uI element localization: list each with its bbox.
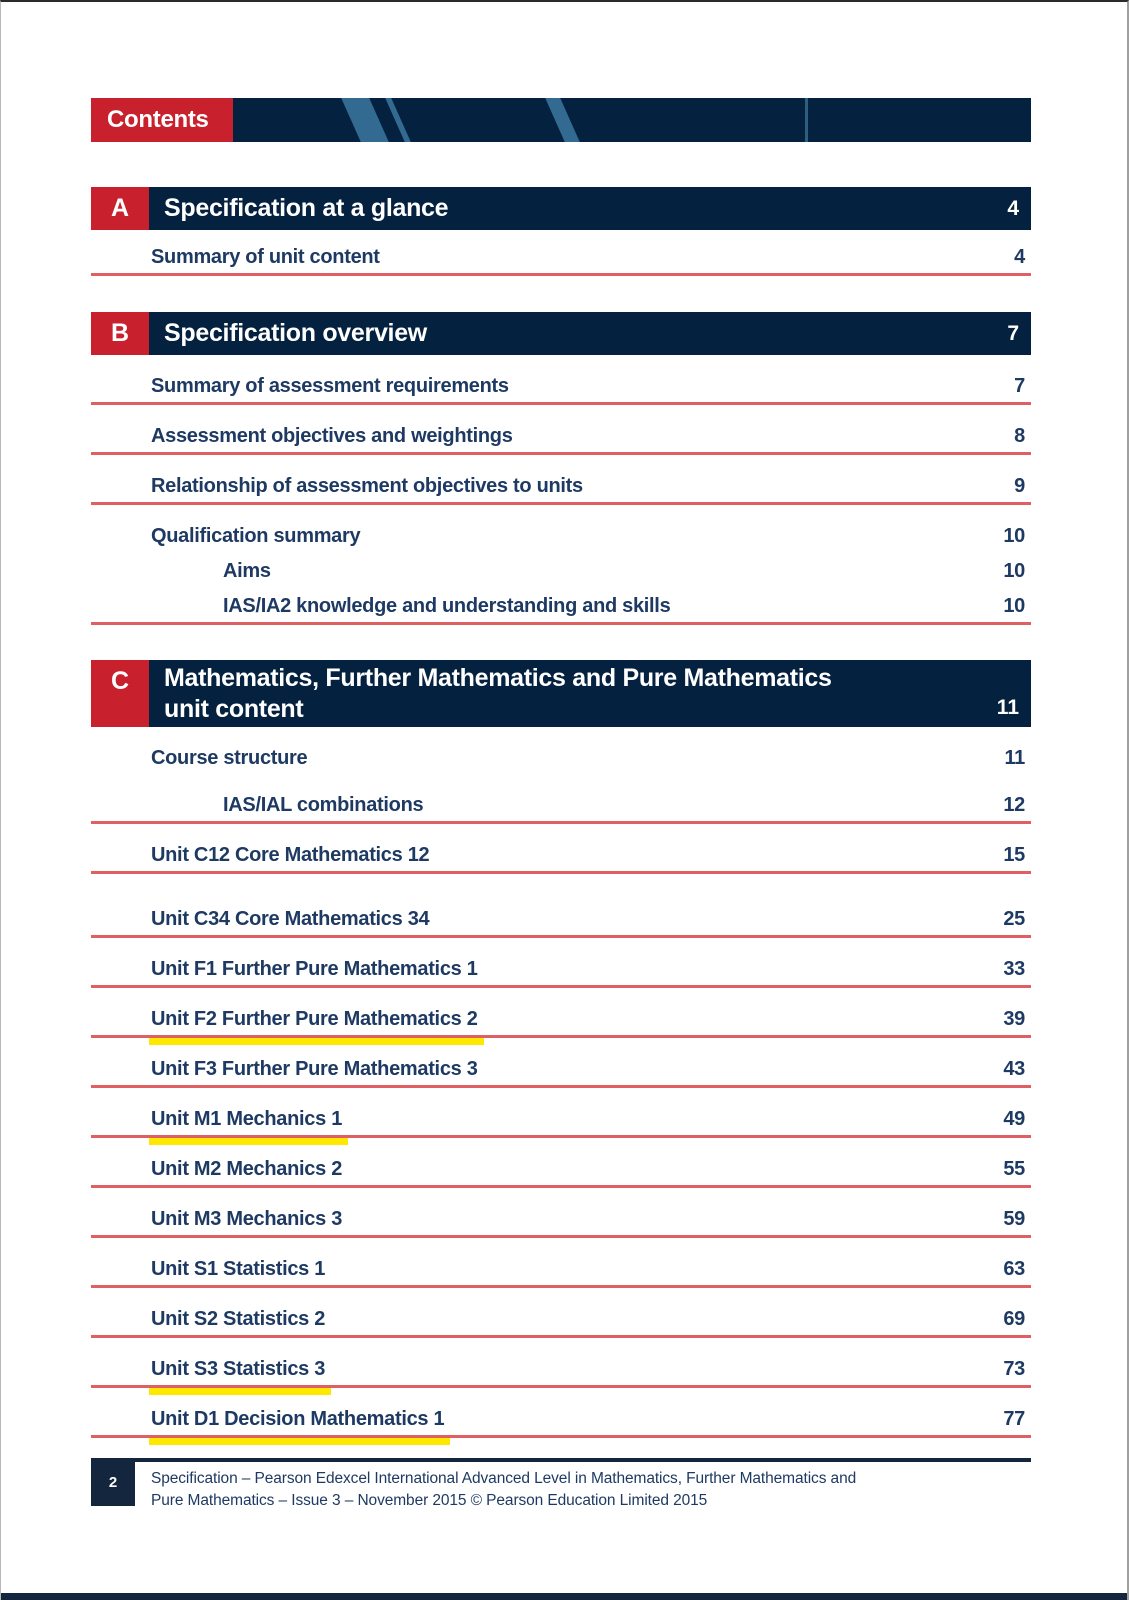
section-title: Mathematics, Further Mathematics and Pure Mathematics <box>164 664 832 692</box>
toc-row-page: 12 <box>1003 794 1025 816</box>
toc-row-label: Unit F1 Further Pure Mathematics 1 <box>151 958 478 980</box>
section-header-bar <box>149 187 1031 230</box>
diagonal-stripe-decoration <box>543 98 583 142</box>
toc-row-label: Unit F2 Further Pure Mathematics 2 <box>151 1008 478 1030</box>
toc-row[interactable] <box>91 938 1031 988</box>
toc-row-label: Unit S2 Statistics 2 <box>151 1308 326 1330</box>
toc-row-label: Summary of unit content <box>151 246 380 268</box>
footer-rule <box>91 1458 1031 1462</box>
section-header[interactable] <box>91 660 1031 727</box>
toc-row[interactable] <box>91 455 1031 505</box>
toc-row-page: 55 <box>1003 1158 1025 1180</box>
section-letter-badge: C <box>91 660 149 727</box>
footer-text-line2: Pure Mathematics – Issue 3 – November 2015 © Pearson Education Limited 2015 <box>151 1492 708 1509</box>
vertical-line-decoration <box>805 98 808 142</box>
toc-row-page: 15 <box>1003 844 1025 866</box>
toc-row-label: IAS/IAL combinations <box>223 794 424 816</box>
toc-row[interactable] <box>91 1238 1031 1288</box>
diagonal-stripe-decoration <box>339 98 392 142</box>
toc-row-page: 49 <box>1003 1108 1025 1130</box>
toc-row[interactable] <box>91 1188 1031 1238</box>
toc-row[interactable] <box>91 988 1031 1038</box>
section-title: Specification overview <box>164 319 427 347</box>
diagonal-stripe-decoration <box>383 98 414 142</box>
section-letter-badge: B <box>91 312 149 355</box>
toc-row[interactable] <box>91 1338 1031 1388</box>
footer-text-line1: Specification – Pearson Edexcel International Advanced Level in Mathematics, Further Mathematics and <box>151 1470 857 1487</box>
toc-row[interactable] <box>91 355 1031 405</box>
section-c <box>91 660 1031 1438</box>
toc-row-page: 33 <box>1003 958 1025 980</box>
toc-row[interactable] <box>91 505 1031 555</box>
toc-row[interactable] <box>91 1088 1031 1138</box>
toc-rows <box>91 727 1031 1438</box>
section-title-line2: unit content <box>164 695 304 723</box>
toc-rows <box>91 355 1031 625</box>
section-a <box>91 187 1031 276</box>
highlight-underline <box>149 1438 450 1445</box>
toc-row[interactable] <box>91 1138 1031 1188</box>
toc-row[interactable] <box>91 1388 1031 1438</box>
toc-row[interactable] <box>91 824 1031 874</box>
toc-row[interactable] <box>91 727 1031 777</box>
page-bottom-edge <box>1 1593 1127 1600</box>
footer-text <box>151 1468 1011 1512</box>
section-title: Specification at a glance <box>164 194 449 222</box>
toc-row-page: 73 <box>1003 1358 1025 1380</box>
contents-label: Contents <box>91 98 233 142</box>
toc-row-label: Assessment objectives and weightings <box>151 425 513 447</box>
toc-row-page: 77 <box>1003 1408 1025 1430</box>
section-header-bar <box>149 312 1031 355</box>
toc-row-page: 4 <box>1014 246 1025 268</box>
toc-row-label: Summary of assessment requirements <box>151 375 509 397</box>
toc-rows <box>91 230 1031 276</box>
toc-row-label: Unit D1 Decision Mathematics 1 <box>151 1408 445 1430</box>
toc-row-page: 9 <box>1014 475 1025 497</box>
toc-row[interactable] <box>91 230 1031 276</box>
section-page-number: 4 <box>1007 196 1019 220</box>
toc-row-label: Aims <box>223 560 271 582</box>
section-header[interactable] <box>91 187 1031 230</box>
page-number-badge: 2 <box>91 1458 135 1506</box>
toc-row-page: 63 <box>1003 1258 1025 1280</box>
toc-row-page: 10 <box>1003 595 1025 617</box>
toc-row[interactable] <box>91 1038 1031 1088</box>
toc-row[interactable] <box>91 555 1031 590</box>
toc-row-label: Unit C12 Core Mathematics 12 <box>151 844 430 866</box>
section-page-number: 11 <box>996 696 1019 719</box>
toc-row-page: 59 <box>1003 1208 1025 1230</box>
section-header-bar <box>149 660 1031 727</box>
toc-row[interactable] <box>91 874 1031 938</box>
banner-decoration <box>233 98 1031 142</box>
toc-row-label: Course structure <box>151 747 308 769</box>
toc-row-page: 39 <box>1003 1008 1025 1030</box>
toc-row-label: Unit S1 Statistics 1 <box>151 1258 326 1280</box>
toc-row-label: Unit M3 Mechanics 3 <box>151 1208 343 1230</box>
toc-row-label: Relationship of assessment objectives to units <box>151 475 583 497</box>
toc-row[interactable] <box>91 405 1031 455</box>
toc-row-page: 11 <box>1004 747 1025 769</box>
toc-row-label: Unit M1 Mechanics 1 <box>151 1108 343 1130</box>
toc-row-page: 25 <box>1003 908 1025 930</box>
toc-row[interactable] <box>91 590 1031 625</box>
toc-row-label: IAS/IA2 knowledge and understanding and skills <box>223 595 671 617</box>
section-b <box>91 312 1031 625</box>
toc-row-page: 8 <box>1014 425 1025 447</box>
contents-header-bar <box>91 98 1031 142</box>
toc-row-label: Unit F3 Further Pure Mathematics 3 <box>151 1058 478 1080</box>
toc-row-label: Unit M2 Mechanics 2 <box>151 1158 343 1180</box>
section-letter-badge: A <box>91 187 149 230</box>
toc-row-page: 7 <box>1014 375 1025 397</box>
toc-row-page: 10 <box>1003 560 1025 582</box>
toc-row[interactable] <box>91 1288 1031 1338</box>
toc-row-label: Unit S3 Statistics 3 <box>151 1358 326 1380</box>
toc-row-page: 43 <box>1003 1058 1025 1080</box>
toc-row[interactable] <box>91 777 1031 824</box>
toc-row-label: Qualification summary <box>151 525 361 547</box>
toc-row-page: 10 <box>1003 525 1025 547</box>
section-header[interactable] <box>91 312 1031 355</box>
toc-row-page: 69 <box>1003 1308 1025 1330</box>
toc-row-label: Unit C34 Core Mathematics 34 <box>151 908 430 930</box>
section-page-number: 7 <box>1007 321 1019 345</box>
